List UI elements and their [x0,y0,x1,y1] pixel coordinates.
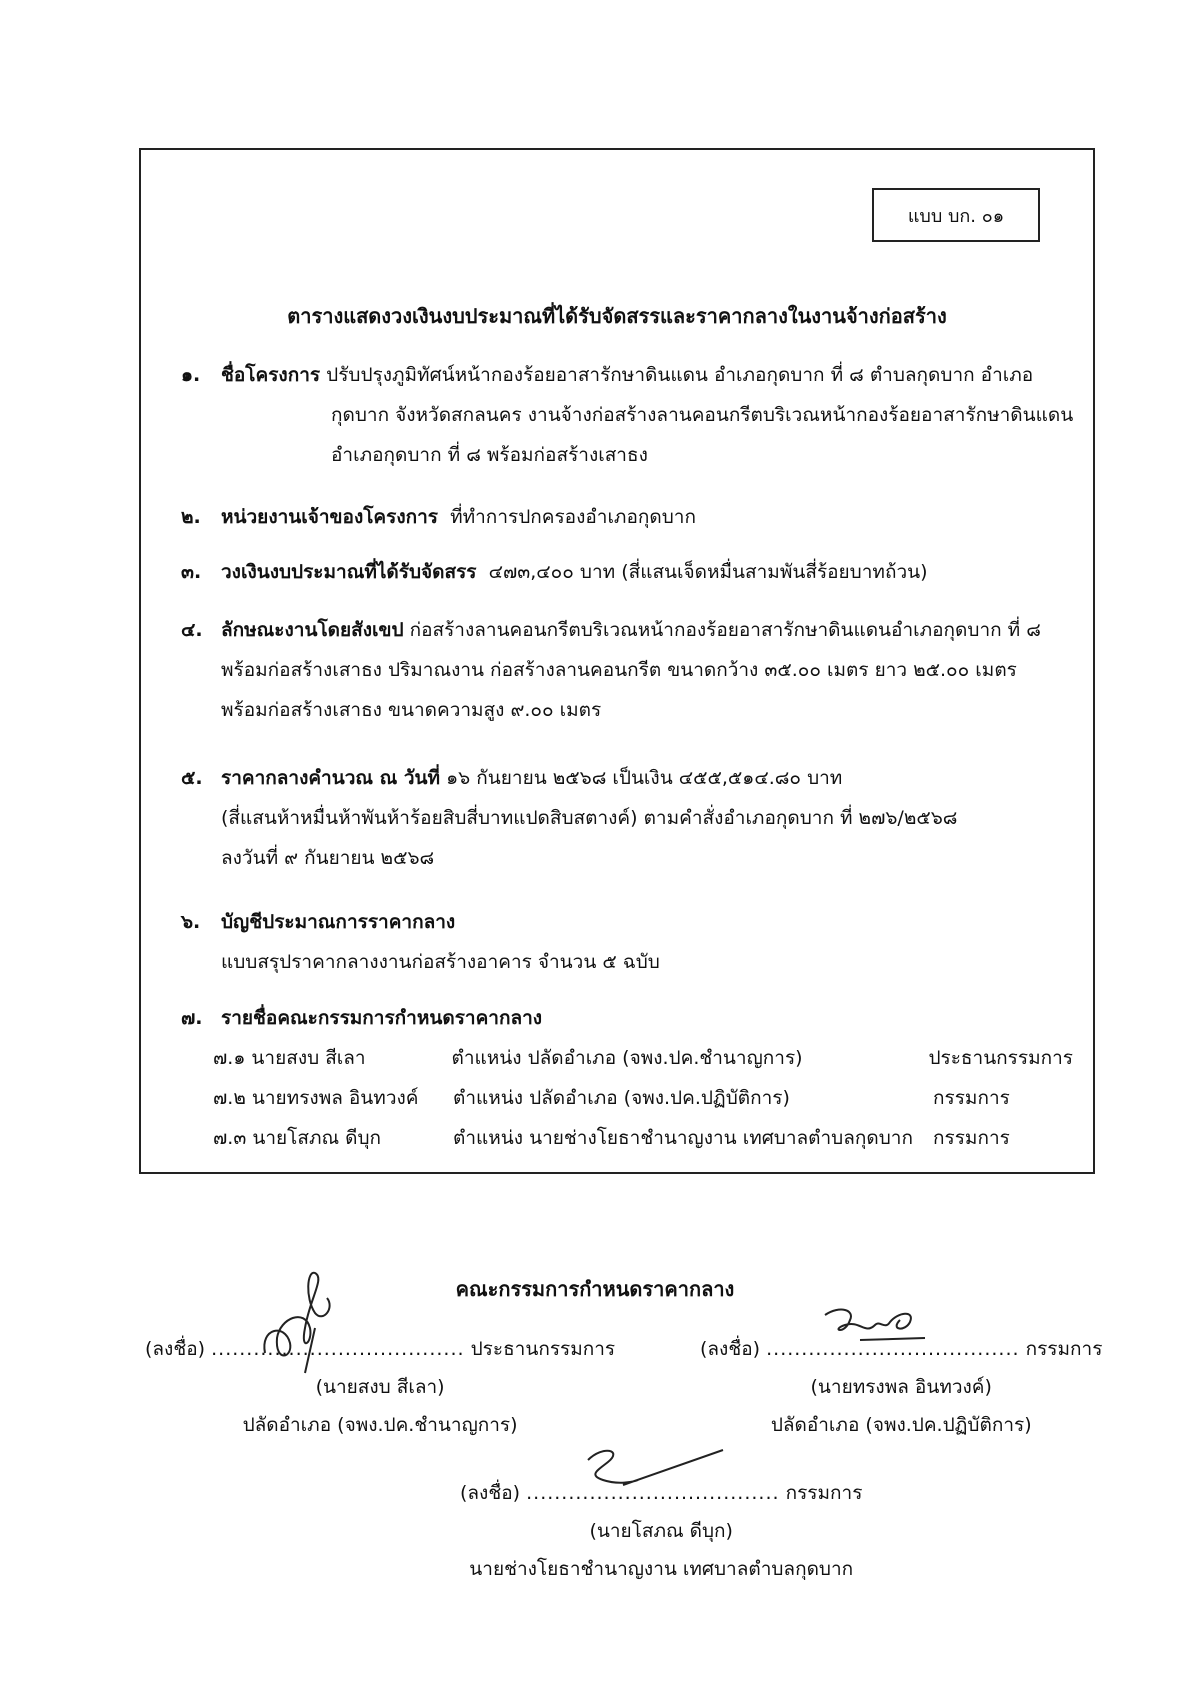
handwritten-signature-icon [820,1300,930,1350]
member-name: ๗.๓ นายโสภณ ดีบุก [213,1127,382,1149]
item-number: ๑. [181,364,201,386]
form-code-box [872,188,1040,242]
item-number: ๓. [181,561,202,583]
item-text: อำเภอกุดบาก ที่ ๘ พร้อมก่อสร้างเสาธง [331,444,648,466]
item-text: ๔๗๓,๔๐๐ บาท (สี่แสนเจ็ดหมื่นสามพันสี่ร้อยบาทถ้วน) [488,561,928,583]
signer-role: กรรมการ [785,1482,863,1504]
item-number: ๒. [181,506,201,528]
signer-role: ประธานกรรมการ [470,1338,616,1360]
committee-member [181,1038,1073,1078]
member-position: ตำแหน่ง ปลัดอำเภอ (จพง.ปค.ปฏิบัติการ) [453,1087,790,1109]
item-text: ลงวันที่ ๙ กันยายน ๒๕๖๘ [221,847,435,869]
signer-name: (นายสงบ สีเลา) [315,1376,445,1398]
item-label: วงเงินงบประมาณที่ได้รับจัดสรร [221,561,477,583]
signer-position: ปลัดอำเภอ (จพง.ปค.ปฏิบัติการ) [770,1414,1032,1436]
signature-line: .................................... [526,1482,780,1504]
item-budget [181,552,1073,592]
form-code: แบบ บก. ๐๑ [907,205,1005,227]
item-median-price [181,758,1073,878]
committee-member [181,1078,1073,1118]
item-text: ๑๖ กันยายน ๒๕๖๘ เป็นเงิน ๔๕๕,๕๑๔.๘๐ บาท [446,767,843,789]
item-text: แบบสรุปราคากลางงานก่อสร้างอาคาร จำนวน ๕ ฉบับ [221,951,660,973]
item-text: (สี่แสนห้าหมื่นห้าพันห้าร้อยสิบสี่บาทแปดสิบสตางค์) ตามคำสั่งอำเภอกุดบาก ที่ ๒๗๖/๒๕๖๘ [221,807,958,829]
member-role: ประธานกรรมการ [928,1047,1073,1069]
item-committee [181,998,1073,1158]
sign-prefix: (ลงชื่อ) [145,1338,206,1360]
signer-name: (นายทรงพล อินทวงค์) [810,1376,992,1398]
item-text: พร้อมก่อสร้างเสาธง ขนาดความสูง ๙.๐๐ เมตร [221,699,602,721]
signer-role: กรรมการ [1025,1338,1103,1360]
document-frame [139,148,1095,1174]
item-label: ชื่อโครงการ [221,364,321,386]
member-position: ตำแหน่ง ปลัดอำเภอ (จพง.ปค.ชำนาญการ) [451,1047,803,1069]
member-position: ตำแหน่ง นายช่างโยธาชำนาญงาน เทศบาลตำบลกุดบาก [453,1127,913,1149]
item-owner-agency [181,497,1073,537]
member-role: กรรมการ [933,1127,1010,1149]
document-title: ตารางแสดงวงเงินงบประมาณที่ได้รับจัดสรรและราคากลางในงานจ้างก่อสร้าง [287,304,947,328]
member-name: ๗.๒ นายทรงพล อินทวงค์ [213,1087,419,1109]
item-project-name [181,355,1073,475]
signer-position: นายช่างโยธาชำนาญงาน เทศบาลตำบลกุดบาก [469,1558,854,1580]
signature-line: .................................... [766,1338,1020,1360]
item-text: ปรับปรุงภูมิทัศน์หน้ากองร้อยอาสารักษาดินแดน อำเภอกุดบาก ที่ ๘ ตำบลกุดบาก อำเภอ [326,364,1034,386]
signature-block-chairman [145,1330,615,1444]
member-name: ๗.๑ นายสงบ สีเลา [213,1047,366,1069]
item-number: ๕. [181,767,203,789]
committee-member [181,1118,1073,1158]
signer-name: (นายโสภณ ดีบุก) [589,1520,733,1542]
item-number: ๖. [181,911,201,933]
signer-position: ปลัดอำเภอ (จพง.ปค.ชำนาญการ) [242,1414,518,1436]
handwritten-signature-icon [578,1440,728,1500]
item-text: ที่ทำการปกครองอำเภอกุดบาก [450,506,696,528]
item-number: ๗. [181,1007,203,1029]
item-text: พร้อมก่อสร้างเสาธง ปริมาณงาน ก่อสร้างลานคอนกรีต ขนาดกว้าง ๓๕.๐๐ เมตร ยาว ๒๕.๐๐ เมตร [221,659,1017,681]
item-text: ก่อสร้างลานคอนกรีตบริเวณหน้ากองร้อยอาสารักษาดินแดนอำเภอกุดบาก ที่ ๘ [409,619,1041,641]
member-role: กรรมการ [933,1087,1010,1109]
signature-section-title: คณะกรรมการกำหนดราคากลาง [455,1277,735,1301]
item-label: บัญชีประมาณการราคากลาง [221,911,456,933]
item-number: ๔. [181,619,203,641]
item-price-list [181,902,1073,982]
signature-line: .................................... [211,1338,465,1360]
sign-prefix: (ลงชื่อ) [700,1338,761,1360]
item-label: ลักษณะงานโดยสังเขป [221,619,404,641]
item-label: ราคากลางคำนวณ ณ วันที่ [221,767,441,789]
item-work-description [181,610,1073,730]
item-text: กุดบาก จังหวัดสกลนคร งานจ้างก่อสร้างลานคอนกรีตบริเวณหน้ากองร้อยอาสารักษาดินแดน [331,404,1074,426]
handwritten-signature-icon [255,1268,345,1378]
item-label: รายชื่อคณะกรรมการกำหนดราคากลาง [221,1007,543,1029]
sign-prefix: (ลงชื่อ) [460,1482,521,1504]
item-label: หน่วยงานเจ้าของโครงการ [221,506,438,528]
